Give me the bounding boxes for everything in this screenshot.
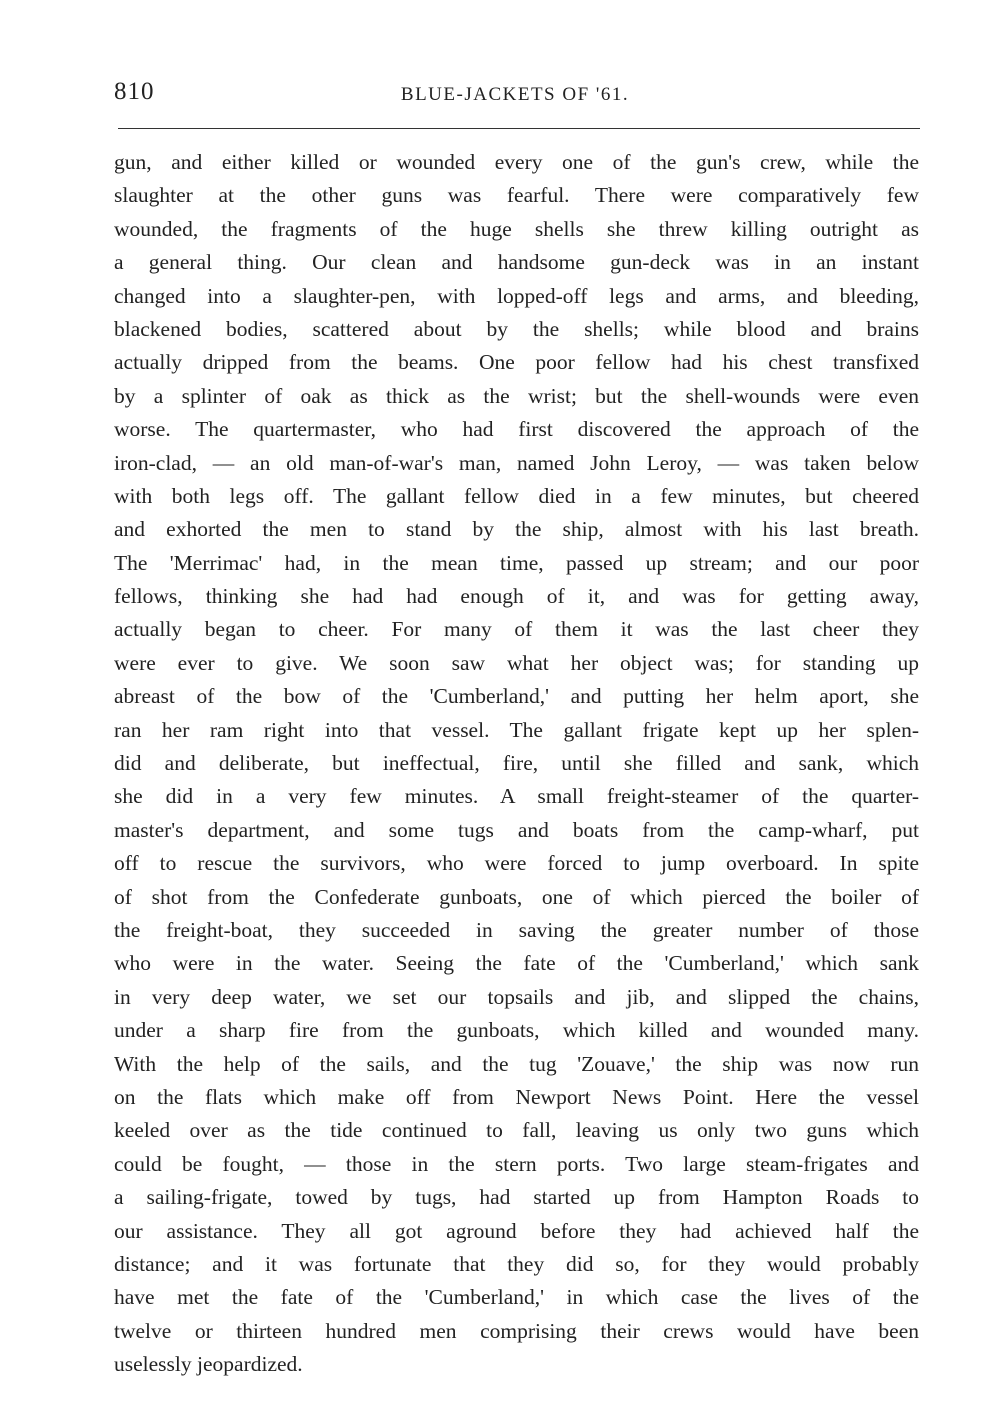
text-line: a general thing. Our clean and handsome gun-deck was in an instant [114, 250, 919, 275]
text-line: the freight-boat, they succeeded in saving the greater number of those [114, 917, 919, 942]
text-line: off to rescue the survivors, who were forced to jump overboard. In spite [114, 851, 919, 876]
text-line: with both legs off. The gallant fellow died in a few minutes, but cheered [114, 483, 919, 508]
header-rule [118, 128, 920, 129]
text-line: twelve or thirteen hundred men comprising their crews would have been [114, 1318, 919, 1343]
text-line: who were in the water. Seeing the fate of the 'Cumberland,' which sank [114, 951, 919, 976]
text-line: changed into a slaughter-pen, with lopped-off legs and arms, and bleeding, [114, 283, 919, 308]
running-title: BLUE-JACKETS OF '61. [400, 84, 630, 105]
text-line: under a sharp fire from the gunboats, which killed and wounded many. [114, 1018, 919, 1043]
text-line: worse. The quartermaster, who had first discovered the approach of the [114, 417, 919, 442]
text-line: in very deep water, we set our topsails and jib, and slipped the chains, [114, 984, 919, 1009]
text-line: master's department, and some tugs and boats from the camp-wharf, put [114, 817, 919, 842]
text-line: on the flats which make off from Newport News Point. Here the vessel [114, 1084, 919, 1109]
text-line: abreast of the bow of the 'Cumberland,' and putting her helm aport, she [114, 684, 919, 709]
body-text [114, 146, 919, 1381]
text-line: and exhorted the men to stand by the ship, almost with his last breath. [114, 517, 919, 542]
text-line: could be fought, — those in the stern ports. Two large steam-frigates and [114, 1151, 919, 1176]
text-line: actually dripped from the beams. One poor fellow had his chest transfixed [114, 350, 919, 375]
text-line: blackened bodies, scattered about by the shells; while blood and brains [114, 316, 919, 341]
text-line: The 'Merrimac' had, in the mean time, passed up stream; and our poor [114, 550, 919, 575]
text-line: With the help of the sails, and the tug 'Zouave,' the ship was now run [114, 1051, 919, 1076]
text-line: gun, and either killed or wounded every one of the gun's crew, while the [114, 150, 919, 174]
text-line: our assistance. They all got aground before they had achieved half the [114, 1218, 919, 1243]
text-line: distance; and it was fortunate that they did so, for they would probably [114, 1251, 919, 1276]
text-line: did and deliberate, but ineffectual, fire, until she filled and sank, which [114, 751, 919, 776]
text-line: iron-clad, — an old man-of-war's man, named John Leroy, — was taken below [114, 450, 919, 475]
text-line: fellows, thinking she had had enough of it, and was for getting away, [114, 584, 919, 609]
text-line: were ever to give. We soon saw what her object was; for standing up [114, 650, 919, 675]
text-line: actually began to cheer. For many of them it was the last cheer they [114, 617, 919, 642]
text-line: a sailing-frigate, towed by tugs, had started up from Hampton Roads to [114, 1185, 919, 1210]
text-line: she did in a very few minutes. A small freight-steamer of the quarter- [114, 784, 919, 809]
text-line: of shot from the Confederate gunboats, one of which pierced the boiler of [114, 884, 919, 909]
text-line: wounded, the fragments of the huge shells she threw killing outright as [114, 216, 919, 241]
text-line: slaughter at the other guns was fearful. There were comparatively few [114, 183, 919, 208]
page-number: 810 [114, 78, 155, 105]
text-line: have met the fate of the 'Cumberland,' in which case the lives of the [114, 1285, 919, 1310]
text-line: uselessly jeopardized. [114, 1352, 303, 1377]
text-line: by a splinter of oak as thick as the wrist; but the shell-wounds were even [114, 383, 919, 408]
text-line: keeled over as the tide continued to fall, leaving us only two guns which [114, 1118, 919, 1143]
text-line: ran her ram right into that vessel. The gallant frigate kept up her splen- [114, 717, 919, 742]
